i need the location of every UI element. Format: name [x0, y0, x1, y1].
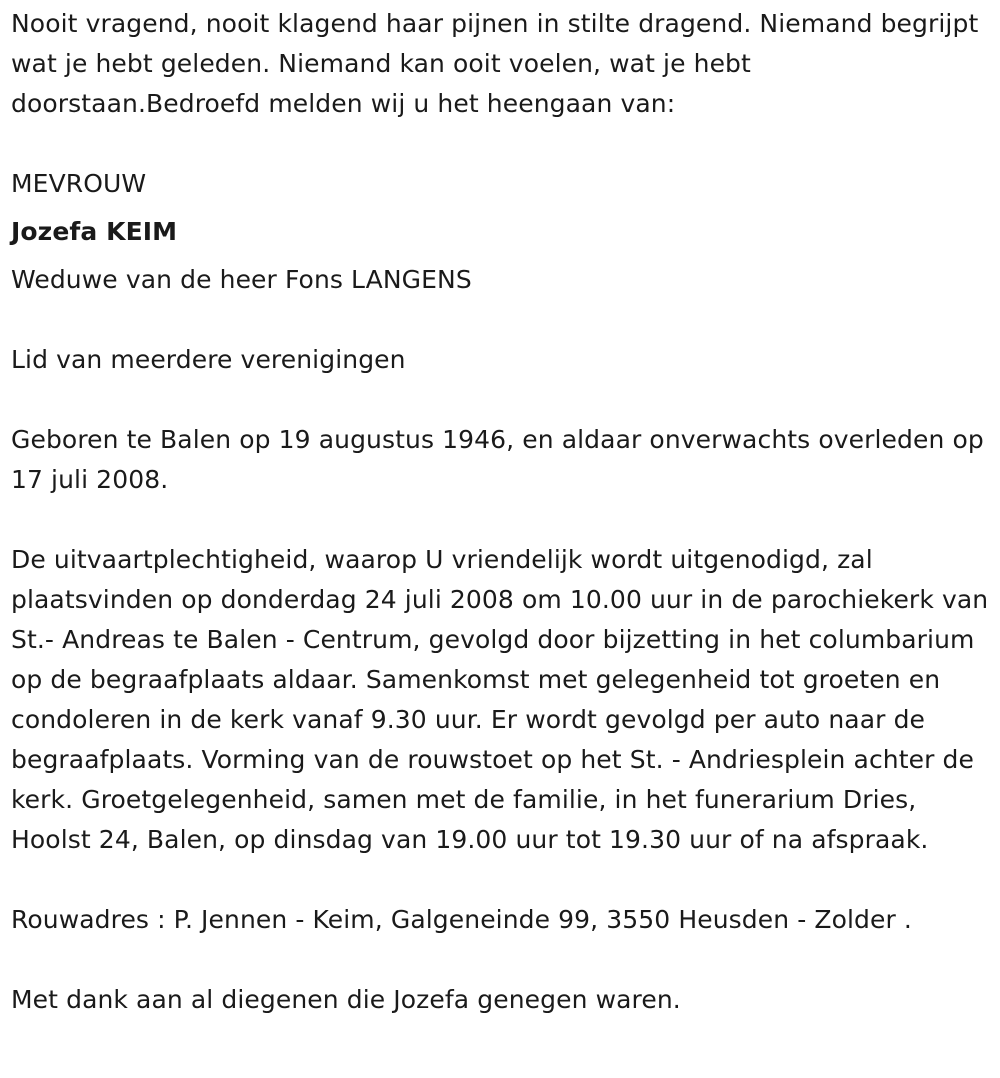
- thanks-text: Met dank aan al diegenen die Jozefa genegen waren.: [11, 985, 681, 1014]
- funeral-details: De uitvaartplechtigheid, waarop U vriendelijk wordt uitgenodigd, zal plaatsvinden op donderdag 24 juli 2008 om 10.00 uur in de parochiekerk van St.- Andreas te Balen - Centrum, gevolgd door bijzetting in het columbarium op de begraafplaats aldaar. Samenkomst met gelegenheid tot groeten en condoleren in de kerk vanaf 9.30 uur. Er wordt gevolgd per auto naar de begraafplaats. Vorming van de rouwstoet op het St. - Andriesplein achter de kerk. Groetgelegenheid, samen met de familie, in het funerarium Dries, Hoolst 24, Balen, op dinsdag van 19.00 uur tot 19.30 uur of na afspraak.: [11, 545, 989, 854]
- deceased-name: Jozefa KEIM: [11, 217, 178, 246]
- birth-death-text: Geboren te Balen op 19 augustus 1946, en aldaar onverwachts overleden op 17 juli 2008.: [11, 425, 984, 494]
- mourning-address: Rouwadres : P. Jennen - Keim, Galgeneinde 99, 3550 Heusden - Zolder .: [11, 905, 912, 934]
- intro-text: Nooit vragend, nooit klagend haar pijnen in stilte dragend. Niemand begrijpt wat je hebt geleden. Niemand kan ooit voelen, wat je hebt doorstaan.Bedroefd melden wij u het heengaan van:: [11, 9, 979, 118]
- membership-line: Lid van meerdere verenigingen: [11, 345, 406, 374]
- honorific: MEVROUW: [11, 169, 147, 198]
- spouse-line: Weduwe van de heer Fons LANGENS: [11, 265, 472, 294]
